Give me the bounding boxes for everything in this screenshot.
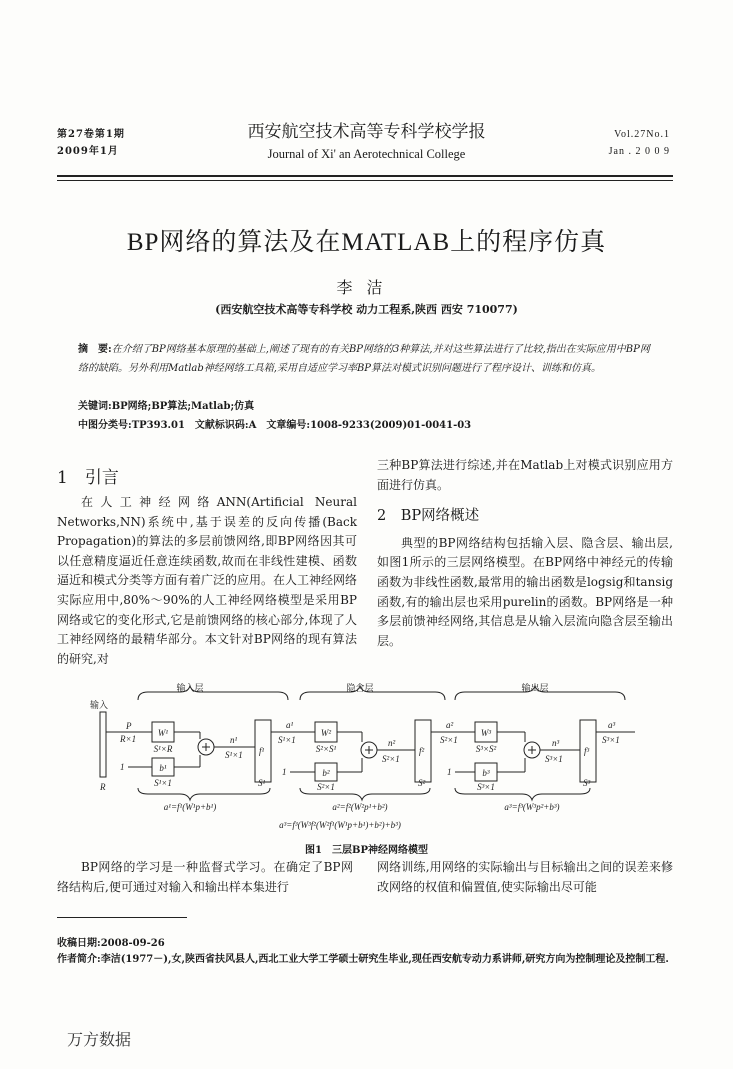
layer-label-input: 输入层 <box>176 684 204 694</box>
bias-one-2: 1 <box>282 767 287 777</box>
header-rule-thick <box>57 175 673 177</box>
watermark: 万方数据 <box>67 1030 132 1049</box>
section1-heading: 1 引言 <box>57 468 119 488</box>
a1-label: a¹ <box>286 720 294 730</box>
bias-one-3: 1 <box>447 767 452 777</box>
w2-label: W² <box>320 728 332 738</box>
s3x1-n-label: S³×1 <box>545 754 563 764</box>
bp-network-figure <box>90 682 650 832</box>
right-column-top <box>377 456 673 651</box>
s2x1-bias-label: S²×1 <box>317 782 335 792</box>
n3-label: n³ <box>552 738 560 748</box>
s1xr-label: S¹×R <box>153 744 173 754</box>
issue-number: 第27卷第1期 <box>57 129 125 140</box>
s3xs2-label: S³×S² <box>475 744 497 754</box>
section2-heading: 2 BP网络概述 <box>377 508 480 525</box>
bias-one-1: 1 <box>120 762 125 772</box>
section1-paragraph: 在人工神经网络ANN(Artificial Neural Networks,NN)系统中,基于误差的反向传播(Back Propagation)的算法的多层前馈网络,即BP网络因其可以任意精度逼近任意连续函数,故而在非线性建模、函数逼近和模式分类等方面有着广泛的应用。在人工神经网络实际应用中,80%～90%的人工神经网络模型是采用BP网络或它的变化形式,它是前馈网络的核心部分,体现了人工神经网络的最精华部分。本文针对BP网络的现有算法的研究,对 <box>57 495 358 666</box>
s1x1-bias-label: S¹×1 <box>154 778 172 788</box>
b1-label: b¹ <box>159 763 167 773</box>
classification: 中图分类号:TP393.01 文献标识码:A 文章编号:1008-9233(2009)01-0041-03 <box>78 420 472 431</box>
s3x1-bias-label: S³×1 <box>477 782 495 792</box>
w3-label: W³ <box>480 728 492 738</box>
figure-caption: 图1 三层BP神经网络模型 <box>305 845 428 856</box>
f3-label: f³ <box>584 746 590 756</box>
n1-label: n¹ <box>230 735 238 745</box>
bottom-left-text: BP网络的学习是一种监督式学习。在确定了BP网络结构后,便可通过对输入和输出样本集进行 <box>57 860 353 894</box>
s3x1-a-label: S³×1 <box>602 735 620 745</box>
s3-label: S³ <box>583 778 591 788</box>
volume-number: Vol.27No.1 <box>614 129 670 140</box>
affiliation: (西安航空技术高等专科学校 动力工程系,陕西 西安 710077) <box>215 303 518 316</box>
eq-all: a³=f³(W³f²(W²f¹(W¹p+b¹)+b²)+b³) <box>279 820 401 830</box>
s2xs1-label: S²×S¹ <box>315 744 337 754</box>
abstract <box>78 341 658 378</box>
eq3: a³=f³(W³p²+b³) <box>504 802 560 812</box>
author-bio: 作者简介:李洁(1977－),女,陕西省扶风县人,西北工业大学工学硕士研究生毕业,现任西安航专动力系讲师,研究方向为控制理论及控制工程. <box>57 954 669 965</box>
section1-continuation: 三种BP算法进行综述,并在Matlab上对模式识别应用方面进行仿真。 <box>377 458 673 492</box>
eq2: a²=f²(W²p¹+b²) <box>332 802 388 812</box>
s2-label: S² <box>418 778 426 788</box>
rx1-label: R×1 <box>120 734 137 744</box>
s1-label: S¹ <box>258 778 266 788</box>
layer-label-hidden: 隐含层 <box>346 684 374 694</box>
abstract-text: 在介绍了BP网络基本原理的基础上,阐述了现有的有关BP网络的3种算法,并对这些算法进行了比较,指出在实际应用中BP网络的缺陷。另外利用Matlab神经网络工具箱,采用自适应学习率BP算法对模式识别问题进行了程序设计、训练和仿真。 <box>78 344 650 374</box>
f2-label: f² <box>419 746 425 756</box>
received-date: 收稿日期:2008-09-26 <box>57 938 165 949</box>
section2-paragraph: 典型的BP网络结构包括输入层、隐含层、输出层,如图1所示的三层网络模型。在BP网络中神经元的传输函数为非线性函数,最常用的输出函数是logsig和tansig函数,有的输出层也采用purelin的函数。BP网络是一种多层前馈神经网络,其信息是从输入层流向隐含层至输出层。 <box>377 535 673 648</box>
a2-label: a² <box>446 720 454 730</box>
input-label: 输入 <box>90 701 109 711</box>
volume-info <box>609 126 670 160</box>
f1-label: f¹ <box>259 746 265 756</box>
a3-label: a³ <box>608 720 616 730</box>
issue-date: 2009年1月 <box>57 146 119 157</box>
s1x1-n-label: S¹×1 <box>225 750 243 760</box>
abstract-label: 摘 要: <box>78 344 112 355</box>
n2-label: n² <box>388 738 396 748</box>
layer-label-output: 输出层 <box>521 684 549 694</box>
s1x1-a-label: S¹×1 <box>278 735 296 745</box>
w1-label: W¹ <box>157 728 169 738</box>
bottom-right-text: 网络训练,用网络的实际输出与目标输出之间的误差来修改网络的权值和偏置值,使实际输出尽可能 <box>377 860 673 894</box>
s2x1-n-label: S²×1 <box>382 754 400 764</box>
eq1: a¹=f¹(W¹p+b¹) <box>163 802 217 812</box>
keywords: 关键词:BP网络;BP算法;Matlab;仿真 <box>78 401 255 412</box>
journal-name-cn: 西安航空技术高等专科学校学报 <box>247 122 486 142</box>
volume-date: Jan . 2 0 0 9 <box>608 146 670 157</box>
s2x1-a-label: S²×1 <box>440 735 458 745</box>
header-rule-thin <box>57 180 673 181</box>
r-label: R <box>100 782 106 792</box>
paper-title: BP网络的算法及在MATLAB上的程序仿真 <box>126 229 607 256</box>
footnote-rule <box>57 917 187 918</box>
p-label: P <box>126 721 132 731</box>
b2-label: b² <box>322 768 330 778</box>
section1-body <box>57 493 357 669</box>
b3-label: b³ <box>482 768 490 778</box>
journal-name-en: Journal of Xi' an Aerotechnical College <box>267 147 466 161</box>
author: 李洁 <box>336 278 397 297</box>
